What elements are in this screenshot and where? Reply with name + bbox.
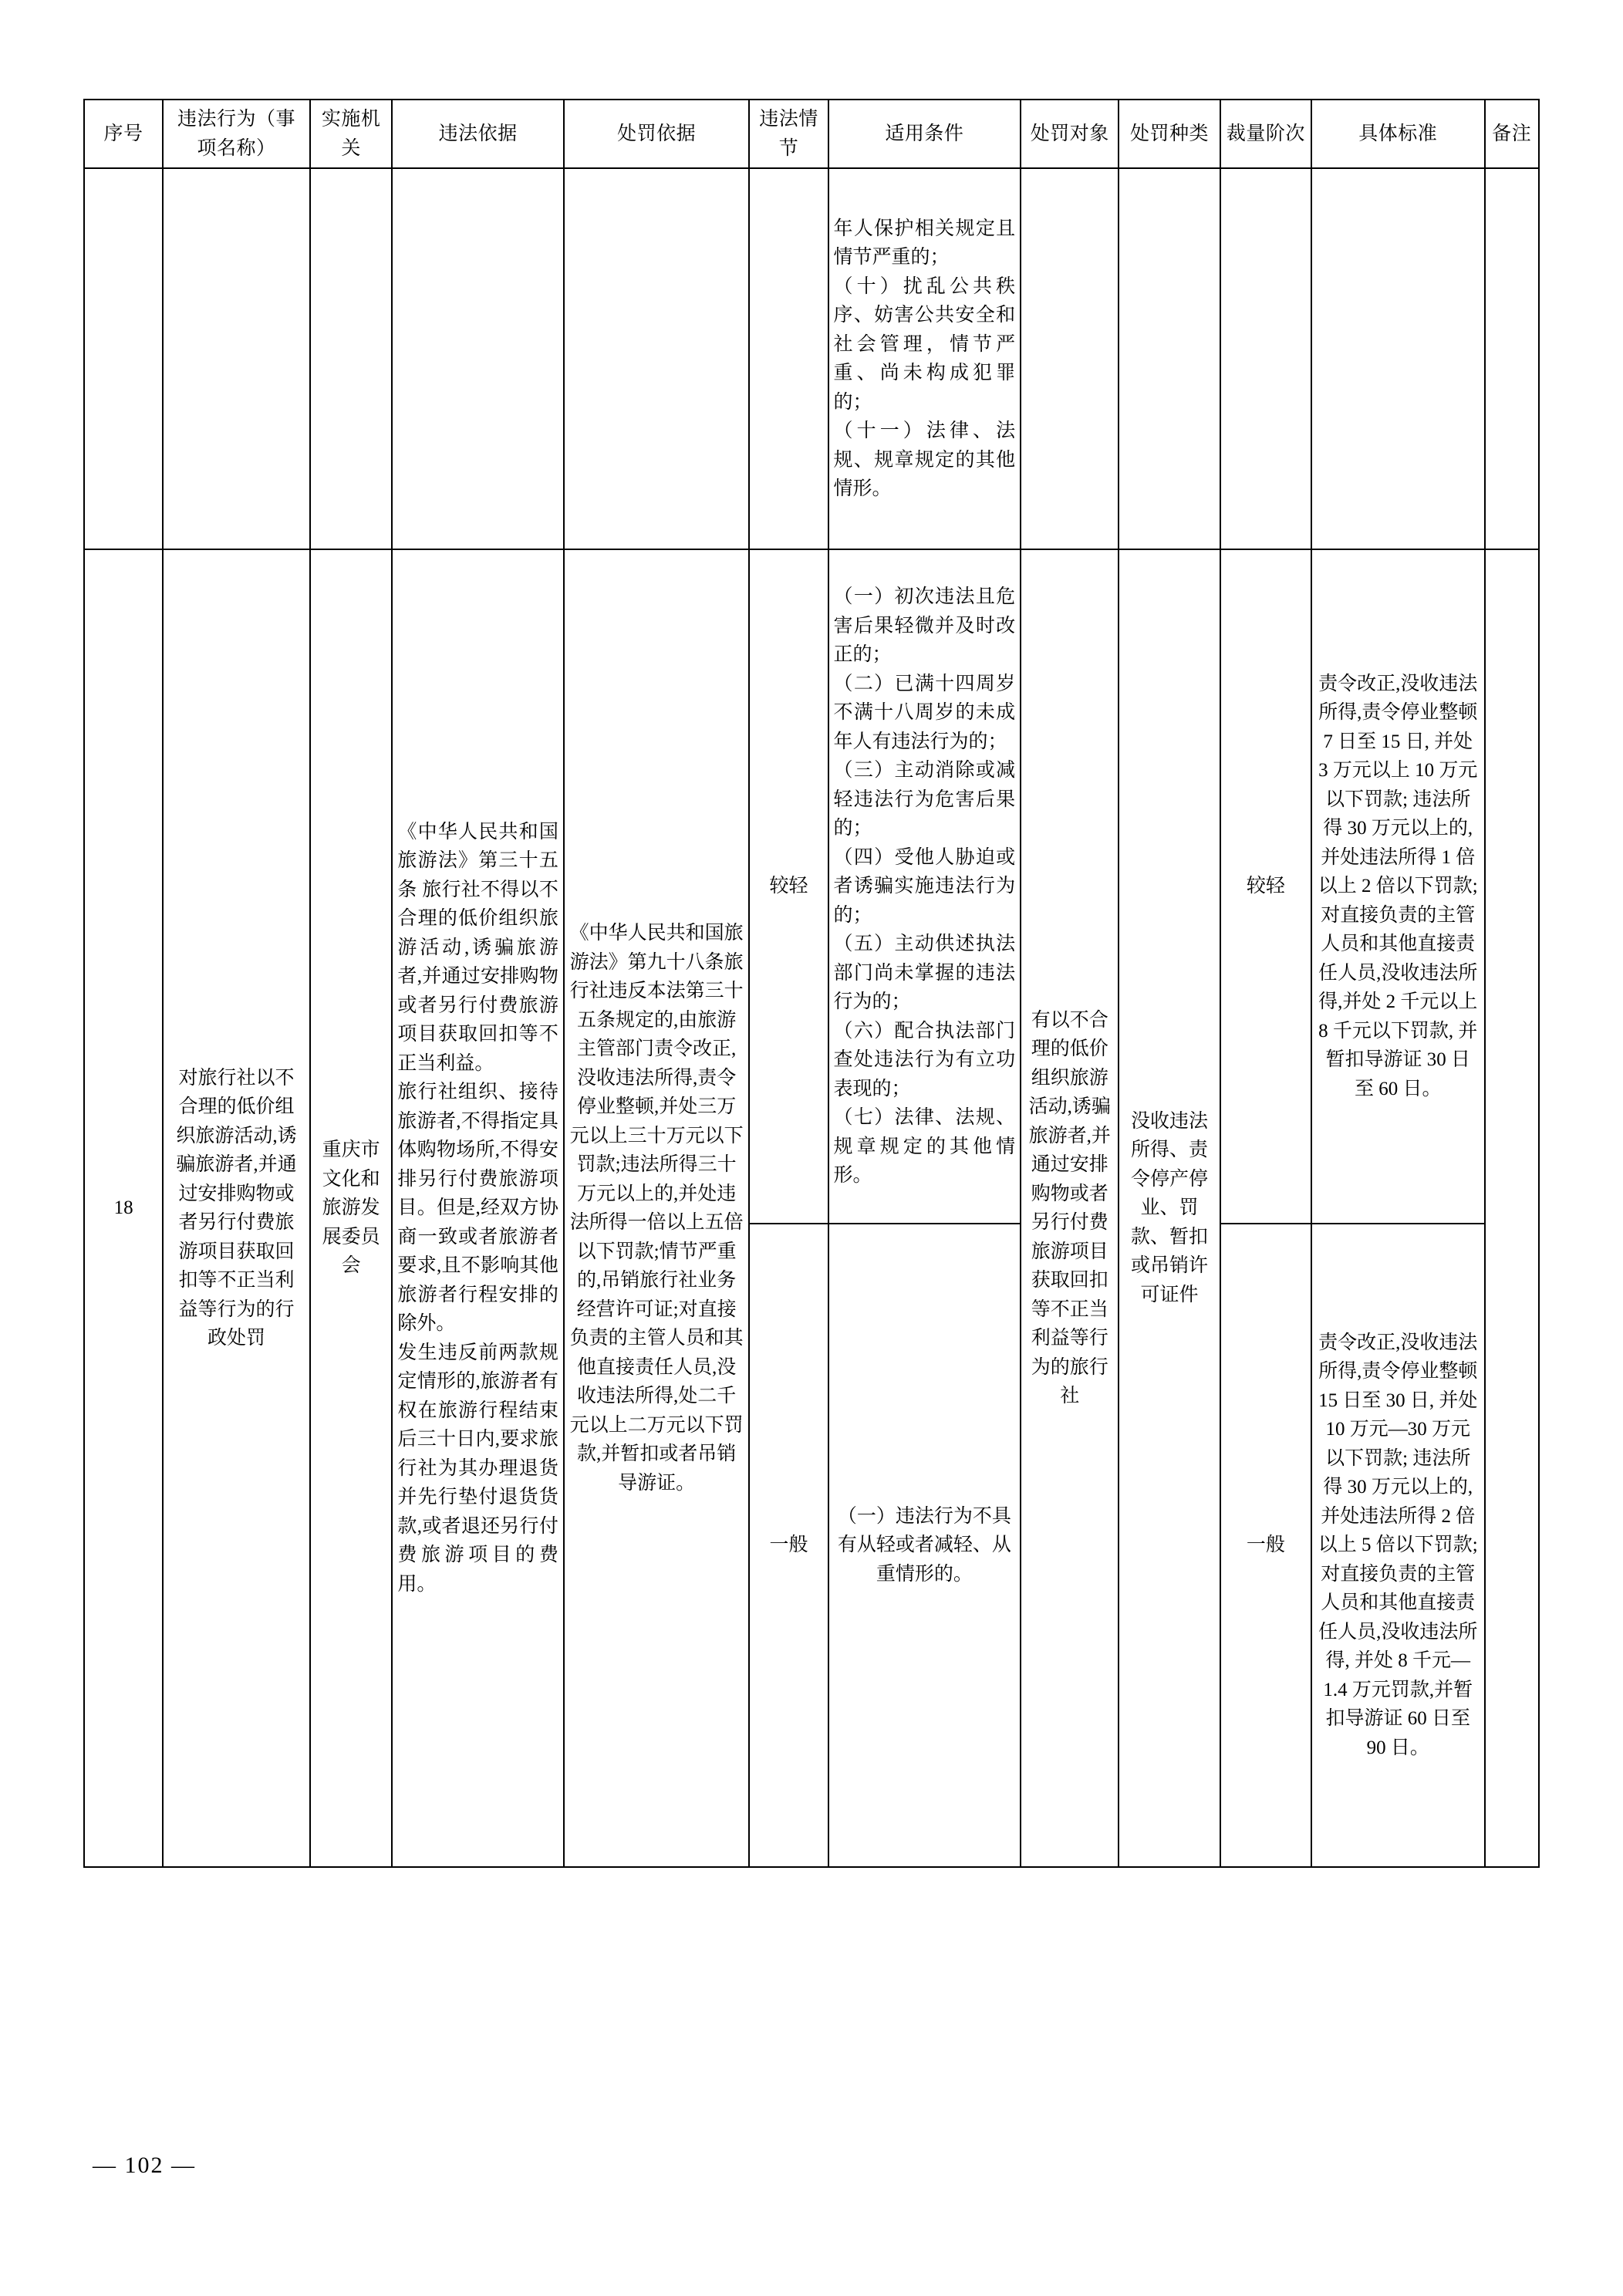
row18-level2-violation-level: 一般	[749, 1224, 828, 1867]
continued-violation-basis	[392, 168, 563, 549]
penalty-discretion-table	[83, 99, 1540, 1868]
row18-level2-applicable-conditions: （一）违法行为不具有从轻或者减轻、从重情形的。	[828, 1224, 1021, 1867]
header-applicable-conditions: 适用条件	[828, 100, 1021, 168]
header-violation-level: 违法情节	[749, 100, 828, 168]
header-penalty-types: 处罚种类	[1119, 100, 1220, 168]
continued-applicable-conditions: 年人保护相关规定且情节严重的； （十）扰乱公共秩序、妨害公共安全和社会管理，情节严重、尚未构成犯罪的； （十一）法律、法规、规章规定的其他情形。	[828, 168, 1021, 549]
header-violation-basis: 违法依据	[392, 100, 563, 168]
table-row	[84, 549, 1539, 1224]
header-discretion-level: 裁量阶次	[1220, 100, 1311, 168]
header-authority: 实施机关	[310, 100, 393, 168]
row18-penalty-basis: 《中华人民共和国旅游法》第九十八条旅行社违反本法第三十五条规定的,由旅游主管部门责令改正,没收违法所得,责令停业整顿,并处三万元以上三十万元以下罚款;违法所得三十万元以上的,并处违法所得一倍以上五倍以下罚款;情节严重的,吊销旅行社业务经营许可证;对直接负责的主管人员和其他直接责任人员,没收违法所得,处二千元以上二万元以下罚款,并暂扣或者吊销导游证。	[564, 549, 750, 1867]
row18-violation-basis: 《中华人民共和国旅游法》第三十五条 旅行社不得以不合理的低价组织旅游活动,诱骗旅游者,并通过安排购物或者另行付费旅游项目获取回扣等不正当利益。 旅行社组织、接待旅游者,不得指定具体购物场所,不得安排另行付费旅游项目。但是,经双方协商一致或者旅游者要求,且不影响其他旅游者行程安排的除外。 发生违反前两款规定情形的,旅游者有权在旅游行程结束后三十日内,要求旅行社为其办理退货并先行垫付退货货款,或者退还另行付费旅游项目的费用。	[392, 549, 563, 1867]
row18-remark	[1485, 549, 1539, 1867]
row18-level1-discretion-level: 较轻	[1220, 549, 1311, 1224]
table-header-row	[84, 100, 1539, 168]
header-remark: 备注	[1485, 100, 1539, 168]
continued-specific-standard	[1311, 168, 1485, 549]
row18-penalty-types: 没收违法所得、责令停产停业、罚款、暂扣或吊销许可证件	[1119, 549, 1220, 1867]
continued-remark	[1485, 168, 1539, 549]
continued-seq	[84, 168, 163, 549]
continued-violation-level	[749, 168, 828, 549]
continued-penalty-types	[1119, 168, 1220, 549]
row18-penalty-target: 有以不合理的低价组织旅游活动,诱骗旅游者,并通过安排购物或者另行付费旅游项目获取回扣等不正当利益等行为的旅行社	[1021, 549, 1119, 1867]
row18-authority: 重庆市文化和旅游发展委员会	[310, 549, 393, 1867]
row18-level1-applicable-conditions: （一）初次违法且危害后果轻微并及时改正的； （二）已满十四周岁不满十八周岁的未成年人有违法行为的； （三）主动消除或减轻违法行为危害后果的； （四）受他人胁迫或者诱骗实施违法行为的； （五）主动供述执法部门尚未掌握的违法行为的； （六）配合执法部门查处违法行为有立功表现的； （七）法律、法规、规章规定的其他情形。	[828, 549, 1021, 1224]
row18-level1-specific-standard: 责令改正,没收违法所得,责令停业整顿 7 日至 15 日, 并处 3 万元以上 10 万元以下罚款; 违法所得 30 万元以上的,并处违法所得 1 倍以上 2 倍以下罚款; 对直接负责的主管人员和其他直接责任人员,没收违法所得,并处 2 千元以上 8 千元以下罚款, 并暂扣导游证 30 日至 60 日。	[1311, 549, 1485, 1224]
row18-level2-discretion-level: 一般	[1220, 1224, 1311, 1867]
page-number: — 102 —	[93, 2152, 196, 2178]
row18-level1-violation-level: 较轻	[749, 549, 828, 1224]
continued-penalty-target	[1021, 168, 1119, 549]
table-row-continued	[84, 168, 1539, 549]
row18-level2-specific-standard: 责令改正,没收违法所得,责令停业整顿 15 日至 30 日, 并处 10 万元—30 万元以下罚款; 违法所得 30 万元以上的,并处违法所得 2 倍以上 5 倍以下罚款; 对直接负责的主管人员和其他直接责任人员,没收违法所得, 并处 8 千元—1.4 万元罚款,并暂扣导游证 60 日至 90 日。	[1311, 1224, 1485, 1867]
header-penalty-basis: 处罚依据	[564, 100, 750, 168]
header-penalty-target: 处罚对象	[1021, 100, 1119, 168]
continued-violation-item	[163, 168, 310, 549]
header-specific-standard: 具体标准	[1311, 100, 1485, 168]
header-seq: 序号	[84, 100, 163, 168]
row18-seq: 18	[84, 549, 163, 1867]
table	[83, 99, 1540, 1868]
header-violation-item: 违法行为（事项名称）	[163, 100, 310, 168]
continued-authority	[310, 168, 393, 549]
continued-penalty-basis	[564, 168, 750, 549]
continued-discretion-level	[1220, 168, 1311, 549]
row18-violation-item: 对旅行社以不合理的低价组织旅游活动,诱骗旅游者,并通过安排购物或者另行付费旅游项目获取回扣等不正当利益等行为的行政处罚	[163, 549, 310, 1867]
